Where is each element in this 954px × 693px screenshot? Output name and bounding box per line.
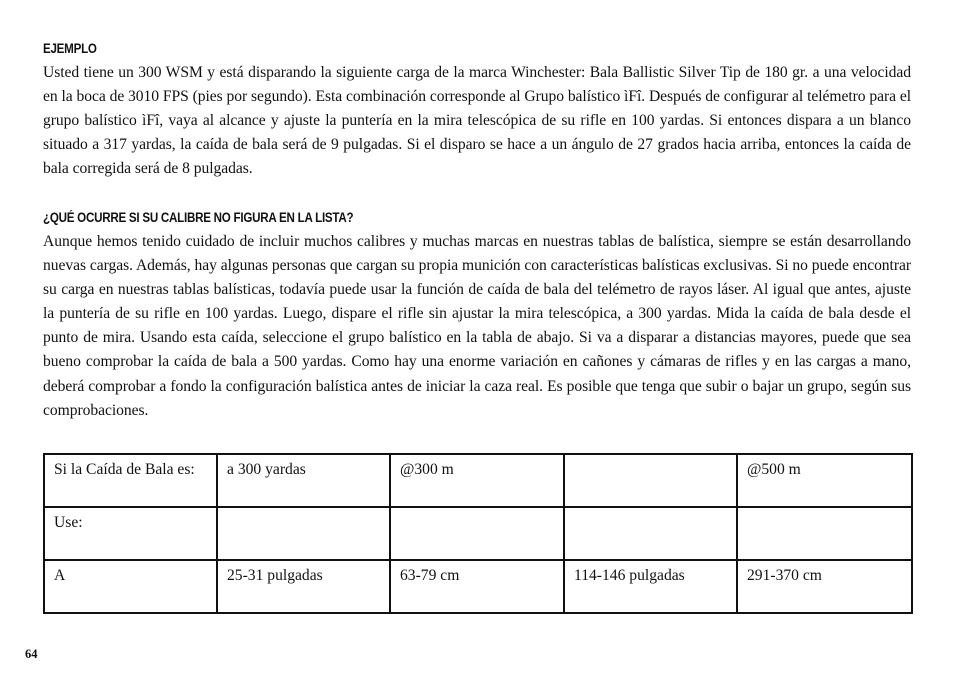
table-cell: @500 m [737,454,912,507]
table-cell [564,454,737,507]
ejemplo-heading: EJEMPLO [43,41,97,56]
ejemplo-section [43,40,911,181]
table-row [44,454,912,507]
table-cell: Use: [44,507,217,560]
calibre-paragraph: Aunque hemos tenido cuidado de incluir muchos calibres y muchas marcas en nuestras tablas de balística, siempre se están desarrollando nuevas cargas. Además, hay algunas personas que cargan su propia munición con características balísticas exclusivas. Si no puede encontrar su carga en nuestras tablas balísticas, todavía puede usar la función de caída de bala del telémetro de rayos láser. Al igual que antes, ajuste la puntería de su rifle en 100 yardas. Luego, dispare el rifle sin ajustar la mira telescópica, a 300 yardas. Mida la caída de bala desde el punto de mira. Usando esta caída, seleccione el grupo balístico en la tabla de abajo. Si va a disparar a distancias mayores, puede que sea bueno comprobar la caída de bala a 500 yardas. Como hay una enorme variación en cañones y cámaras de rifles y en las cargas a mano, deberá comprobar a fondo la configuración balística antes de iniciar la caza real. Es posible que tenga que subir o bajar un grupo, según sus comprobaciones. [43,233,911,419]
table-cell: a 300 yardas [217,454,390,507]
table-cell [217,507,390,560]
table-cell: 63-79 cm [390,560,564,613]
table-cell: 25-31 pulgadas [217,560,390,613]
table-row [44,560,912,613]
ejemplo-paragraph: Usted tiene un 300 WSM y está disparando la siguiente carga de la marca Winchester: Bala Ballistic Silver Tip de 180 gr. a una velocidad en la boca de 3010 FPS (pies por segundo). Esta combinación corresponde al Grupo balístico ìFî. Después de configurar al telémetro para el grupo balístico ìFî, vaya al alcance y ajuste la puntería en la mira telescópica de su rifle en 100 yardas. Si entonces dispara a un blanco situado a 317 yardas, la caída de bala será de 9 pulgadas. Si el disparo se hace a un ángulo de 27 grados hacia arriba, entonces la caída de bala corregida será de 8 pulgadas. [43,64,911,178]
table-row [44,507,912,560]
calibre-section [43,209,911,423]
table-cell: A [44,560,217,613]
table-cell: @300 m [390,454,564,507]
table-cell: 291-370 cm [737,560,912,613]
table-cell [390,507,564,560]
page-number: 64 [25,647,38,661]
ballistic-group-table [43,453,913,614]
calibre-heading: ¿QUÉ OCURRE SI SU CALIBRE NO FIGURA EN LA LISTA? [43,210,354,225]
table-cell: Si la Caída de Bala es: [44,454,217,507]
table-cell [737,507,912,560]
table-cell: 114-146 pulgadas [564,560,737,613]
table-cell [564,507,737,560]
